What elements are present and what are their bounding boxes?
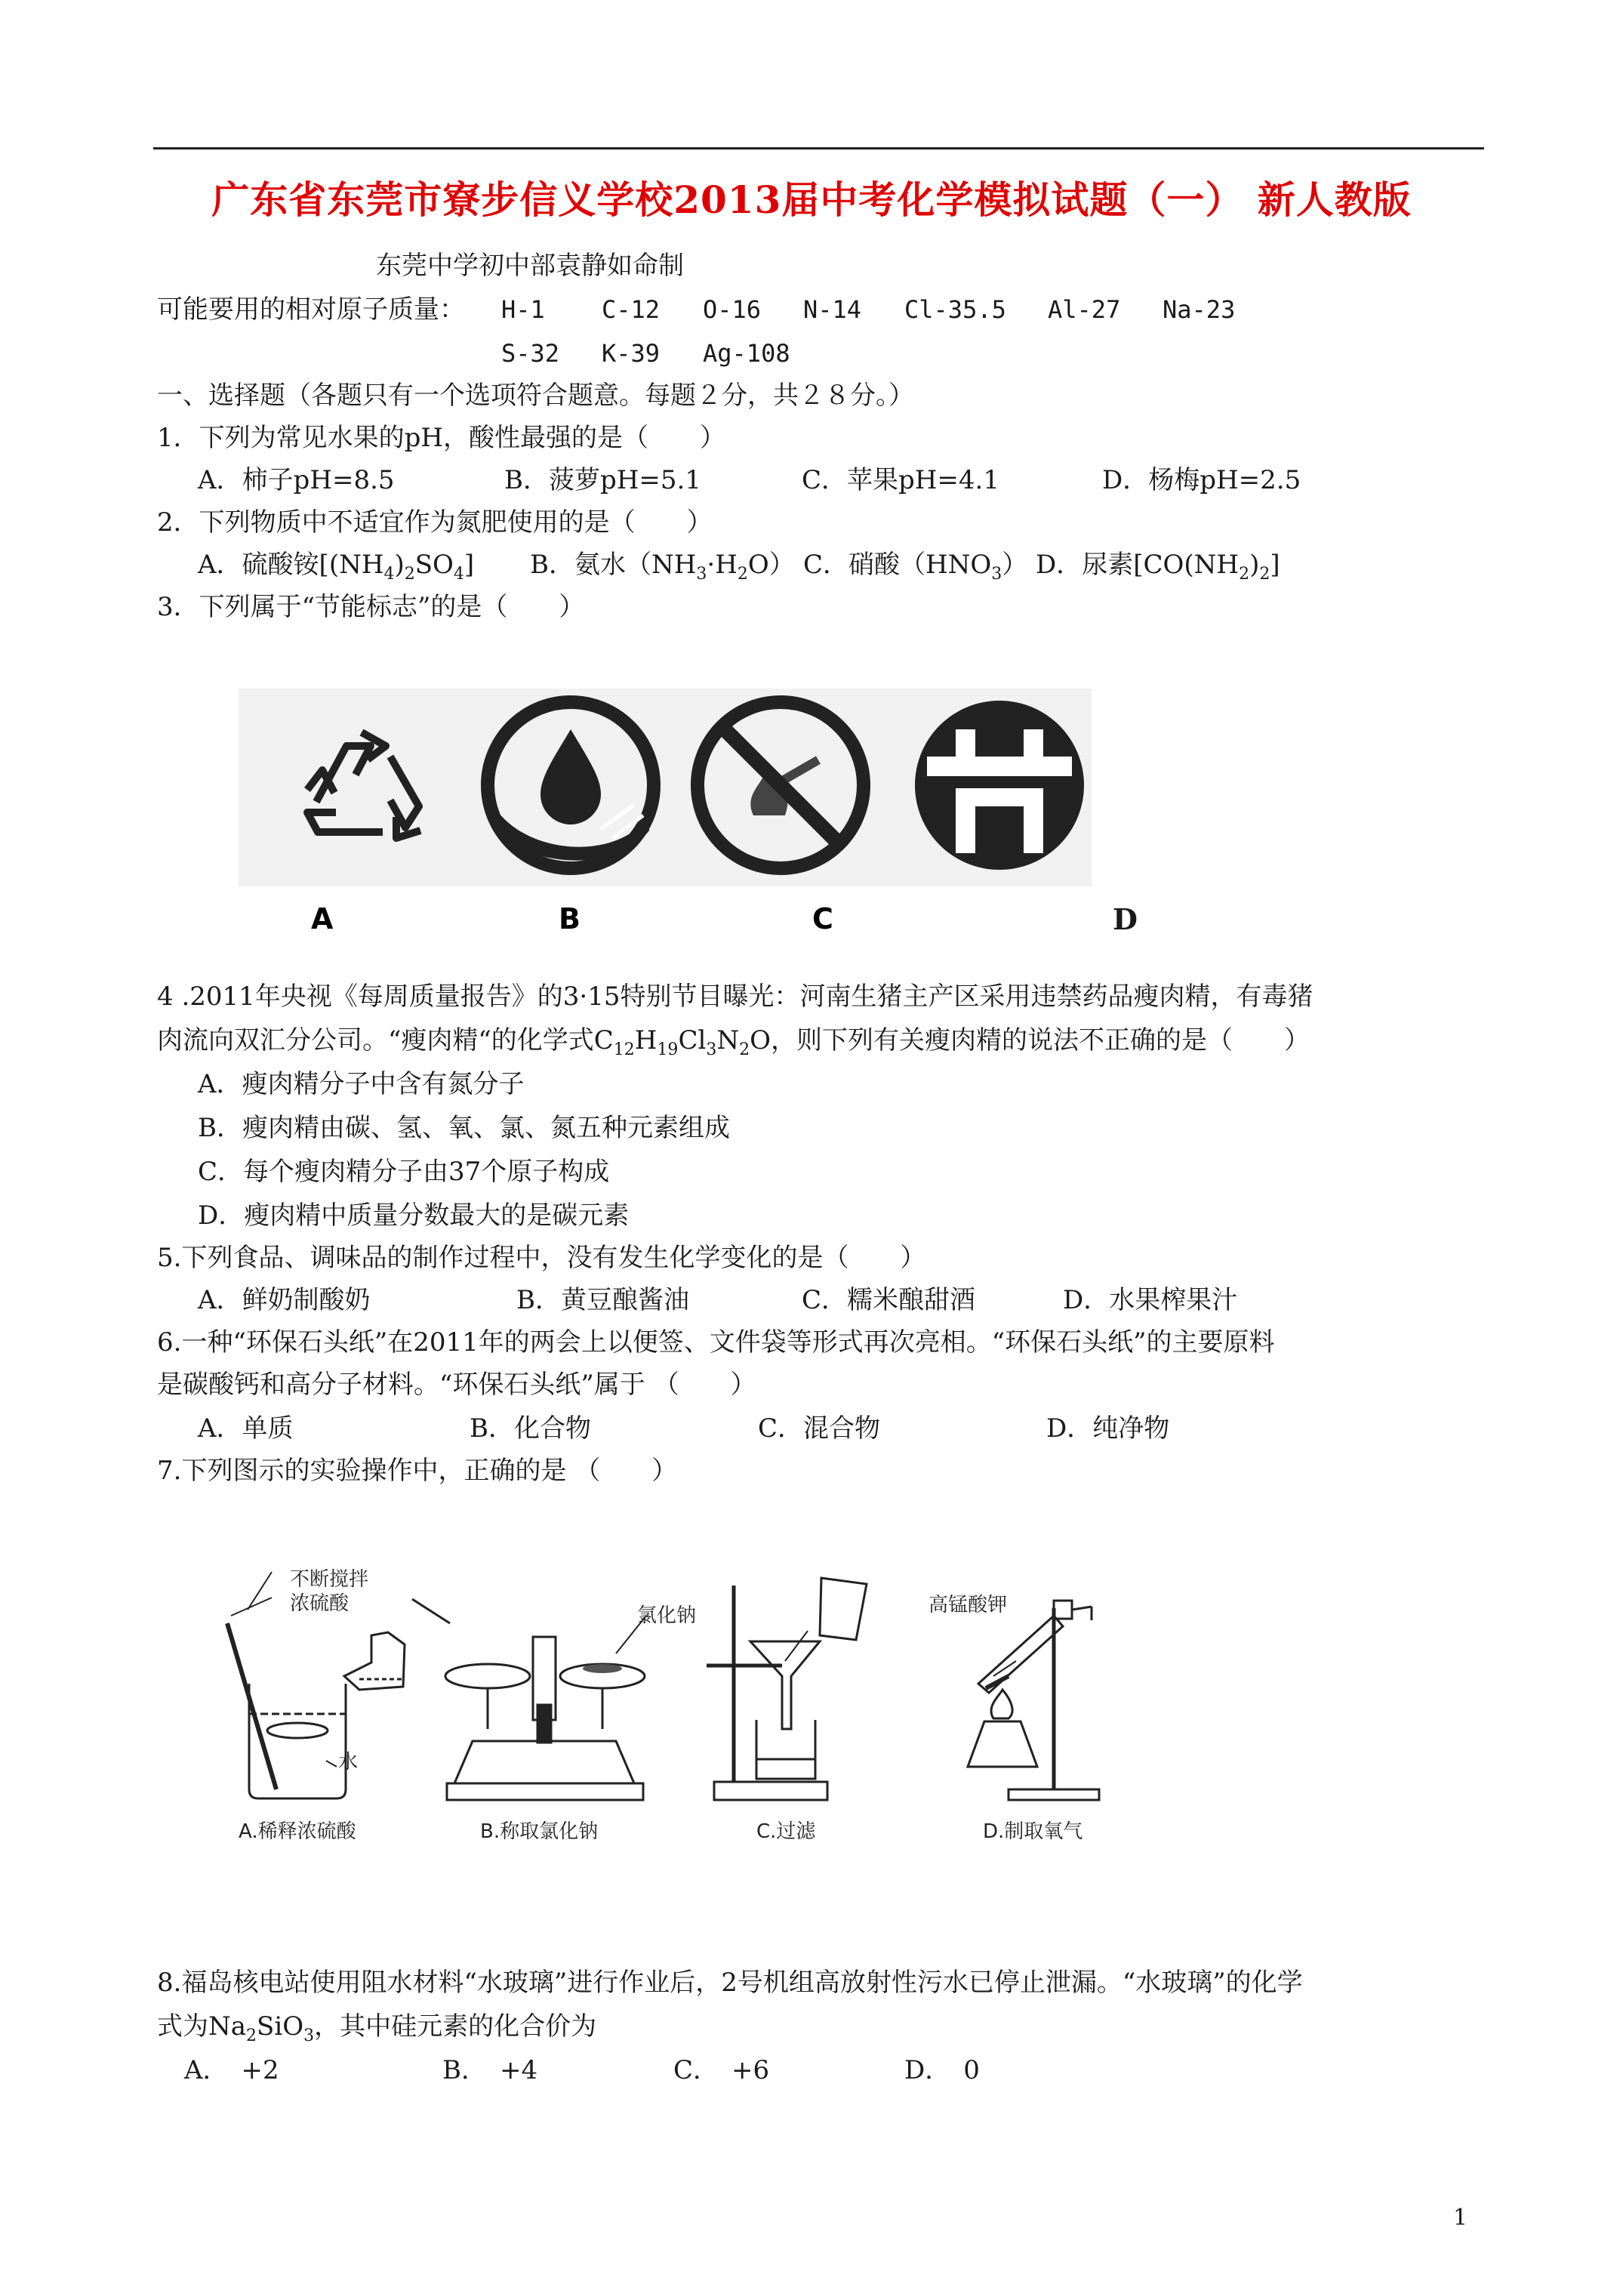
q5-stem: 5.下列食品、调味品的制作过程中，没有发生化学变化的是（ ） [157, 1243, 926, 1273]
q3-label-b: B [559, 902, 581, 935]
q1-stem: 1．下列为常见水果的pH，酸性最强的是（ ） [157, 423, 726, 453]
q6-option-c: C．混合物 [758, 1413, 881, 1444]
q4-option-c: C．每个瘦肉精分子由37个原子构成 [198, 1157, 610, 1187]
q7-label-kmno4: 高锰酸钾 [929, 1594, 1008, 1616]
atomic-mass-k: K-39 [602, 339, 661, 368]
atomic-mass-h: H-1 [501, 295, 545, 324]
oxygen-prep-apparatus [968, 1601, 1099, 1800]
q5-option-d: D．水果榨果汁 [1063, 1285, 1238, 1315]
q7-stem: 7.下列图示的实验操作中，正确的是 （ ） [157, 1456, 678, 1486]
q6-stem-line1: 6.一种“环保石头纸”在2011年的两会上以便签、文件袋等形式再次亮相。“环保石头纸”的主要原料 [157, 1327, 1275, 1358]
q5-option-b: B．黄豆酿酱油 [516, 1285, 689, 1315]
page-title: 广东省东莞市寮步信义学校2013届中考化学模拟试题（一） 新人教版 [211, 177, 1412, 222]
q8-option-c: C． +6 [673, 2055, 770, 2085]
energy-saving-icon [915, 701, 1084, 870]
atomic-mass-label: 可能要用的相对原子质量： [157, 294, 465, 325]
q7-figure [223, 1563, 1160, 1850]
q3-label-c: C [812, 902, 833, 935]
q3-stem: 3．下列属于“节能标志”的是（ ） [157, 592, 585, 622]
atomic-mass-c: C-12 [602, 295, 661, 324]
q3-label-a: A [311, 902, 334, 935]
q3-figure [239, 689, 1092, 938]
q2-stem: 2．下列物质中不适宜作为氮肥使用的是（ ） [157, 507, 713, 538]
section-heading: 一、选择题（各题只有一个选项符合题意。每题２分，共２８分。） [157, 381, 914, 411]
q1-option-c: C．苹果pH=4.1 [802, 465, 999, 495]
q4-stem-line1: 4 .2011年央视《每周质量报告》的3·15特别节目曝光：河南生猪主产区采用违禁药品瘦肉精，有毒猪 [157, 982, 1313, 1012]
q6-option-a: A．单质 [198, 1413, 294, 1444]
q3-label-d-text: D [1113, 902, 1138, 936]
q7-caption-a: A.稀释浓硫酸 [239, 1820, 356, 1843]
q4-option-a: A．瘦肉精分子中含有氮分子 [198, 1069, 525, 1099]
q8-option-b: B． +4 [442, 2055, 538, 2085]
q2-option-b: B．氨水$(NH_3\cdot H_2O)$ [530, 550, 795, 584]
q7-caption-d: D.制取氧气 [983, 1820, 1083, 1843]
q2-option-c: C．硝酸$(HNO_3)$ [803, 550, 1028, 584]
q6-stem-line2: 是碳酸钙和高分子材料。“环保石头纸”属于 （ ） [157, 1370, 756, 1400]
filtration-apparatus [707, 1578, 867, 1800]
q4-option-d: D．瘦肉精中质量分数最大的是碳元素 [198, 1200, 630, 1231]
atomic-mass-na: Na-23 [1163, 295, 1236, 324]
q4-stem-line2: 肉流向双汇分公司。“瘦肉精“的化学式$C_{12}H_{19}Cl_3N_2O$，则下列有关瘦肉精的说法不正确的是（ ） [157, 1025, 1310, 1059]
atomic-mass-cl: Cl-35.5 [904, 295, 1006, 324]
q8-stem-line1: 8.福岛核电站使用阻水材料“水玻璃”进行作业后，2号机组高放射性污水已停止泄漏。“水玻璃”的化学 [157, 1968, 1303, 1998]
q2-option-a: A．硫酸铵$[(NH_4)_2SO_4]$ [198, 550, 475, 584]
atomic-mass-n: N-14 [803, 295, 862, 324]
author-line: 东莞中学初中部袁静如命制 [376, 251, 684, 281]
atomic-mass-o: O-16 [703, 295, 762, 324]
q8-option-a: A． +2 [184, 2055, 279, 2085]
q5-option-c: C．糯米酿甜酒 [802, 1285, 976, 1315]
q5-option-a: A．鲜奶制酸奶 [198, 1285, 371, 1315]
q6-option-b: B．化合物 [470, 1413, 591, 1444]
q7-caption-c: C.过滤 [756, 1820, 816, 1843]
q2-option-d: D．尿素$[CO(NH_2)_2]$ [1036, 550, 1280, 584]
q8-option-d: D． 0 [904, 2055, 980, 2085]
q7-caption-b: B.称取氯化钠 [480, 1820, 599, 1843]
q6-option-d: D．纯净物 [1046, 1413, 1170, 1444]
header-rule [153, 147, 1484, 149]
atomic-mass-s: S-32 [501, 339, 560, 368]
q7-label-nacl: 氯化钠 [637, 1604, 697, 1627]
balance-apparatus [445, 1616, 646, 1800]
q7-label-water: 水 [338, 1751, 359, 1774]
q1-option-b: B．菠萝pH=5.1 [504, 465, 701, 495]
q7-label-stir: 不断搅拌 [290, 1568, 369, 1591]
q1-option-a: A．柿子pH=8.5 [198, 465, 395, 495]
q1-option-d: D．杨梅pH=2.5 [1102, 465, 1301, 495]
atomic-mass-al: Al-27 [1048, 295, 1121, 324]
q4-option-b: B．瘦肉精由碳、氢、氧、氯、氮五种元素组成 [198, 1113, 730, 1143]
q7-label-acid: 浓硫酸 [290, 1592, 350, 1615]
atomic-mass-ag: Ag-108 [703, 339, 790, 368]
q8-stem-line2: 式为$Na_2SiO_3$，其中硅元素的化合价为 [157, 2011, 597, 2045]
page-number: 1 [1453, 2205, 1468, 2231]
